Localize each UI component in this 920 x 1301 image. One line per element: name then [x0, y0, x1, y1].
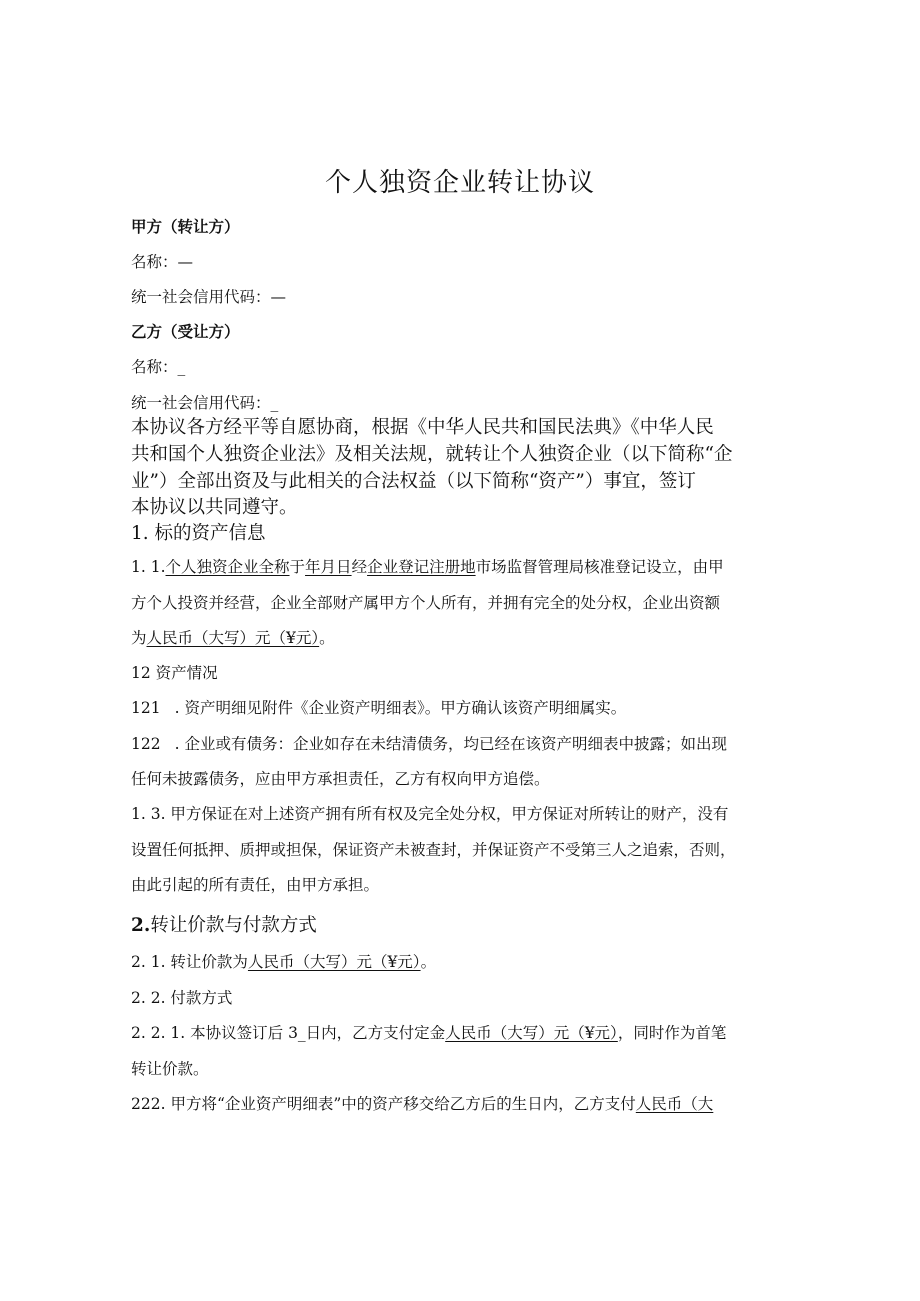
clause-1-3-line-1: 1. 3. 甲方保证在对上述资产拥有所有权及完全处分权，甲方保证对所转让的财产，没有: [131, 805, 729, 823]
date-field: 年月日: [305, 558, 352, 576]
party-b-name: 名称：_: [131, 358, 186, 376]
section-number: 2.: [131, 915, 151, 936]
clause-text: 市场监督管理局核准登记设立，由甲: [475, 558, 724, 576]
section-title: 转让价款与付款方式: [150, 915, 317, 936]
clause-1-1-line-2: 方个人投资并经营，企业全部财产属甲方个人所有，并拥有完全的处分权，企业出资额: [131, 594, 721, 612]
clause-number: 122: [131, 735, 161, 753]
clause-text: 2. 2. 1. 本协议签订后 3_日内，乙方支付定金: [131, 1024, 446, 1042]
preamble-line-2: 共和国个人独资企业法》及相关法规，就转让个人独资企业（以下简称“企: [131, 444, 733, 465]
clause-2-2-2-line-1: [131, 1093, 713, 1115]
preamble-line-3: 业”）全部出资及与此相关的合法权益（以下简称“资产”）事宜，签订: [131, 471, 696, 492]
party-a-name: 名称：—: [131, 253, 194, 271]
clause-1-2-2-line-1: [131, 733, 727, 755]
clause-1-1-line-3: [131, 627, 335, 649]
clause-text: 为: [131, 629, 147, 647]
clause-text: 。: [420, 953, 437, 971]
clause-text: . 企业或有债务：企业如存在未结清债务，均已经在该资产明细表中披露；如出现: [174, 735, 727, 753]
preamble-line-4: 本协议以共同遵守。: [131, 497, 298, 518]
clause-number: 121: [131, 699, 161, 717]
clause-2-2-1-line-1: [131, 1022, 726, 1044]
registration-place-field: 企业登记注册地: [367, 558, 476, 576]
clause-2-2: 2. 2. 付款方式: [131, 989, 233, 1007]
clause-1-1-line-1: [131, 556, 724, 578]
clause-text: 经: [351, 558, 368, 576]
enterprise-name-field: 个人独资企业全称: [165, 558, 290, 576]
clause-1-3-line-3: 由此引起的所有责任，由甲方承担。: [131, 876, 380, 894]
section-2-heading: [131, 913, 317, 939]
clause-1-2-1: [131, 697, 626, 719]
party-a-credit-code: 统一社会信用代码：—: [131, 288, 287, 306]
capital-amount-field: 人民币（大写）元（¥元）: [146, 629, 320, 647]
document-title: 个人独资企业转让协议: [324, 168, 595, 198]
clause-number: 1. 1.: [131, 558, 166, 576]
clause-1-3-line-2: 设置任何抵押、质押或担保，保证资产未被查封，并保证资产不受第三人之追索，否则，: [131, 841, 736, 859]
clause-text: 于: [289, 558, 306, 576]
clause-text: . 资产明细见附件《企业资产明细表》。甲方确认该资产明细属实。: [174, 699, 627, 717]
section-1-heading: 1. 标的资产信息: [131, 523, 266, 544]
clause-text: 。: [319, 629, 335, 647]
party-a-heading: 甲方（转让方）: [131, 217, 240, 236]
clause-text: ，同时作为首笔: [617, 1024, 727, 1042]
clause-text: 222. 甲方将“企业资产明细表”中的资产移交给乙方后的生日内，乙方支付: [131, 1095, 636, 1113]
clause-2-1: [131, 951, 436, 973]
party-b-credit-code: 统一社会信用代码：_: [131, 394, 279, 412]
payment-amount-field: 人民币（大: [635, 1095, 714, 1113]
preamble-line-1: 本协议各方经平等自愿协商，根据《中华人民共和国民法典》《中华人民: [131, 417, 714, 438]
clause-1-2-2-line-2: 任何未披露债务，应由甲方承担责任，乙方有权向甲方追偿。: [131, 770, 550, 788]
clause-1-2: 12 资产情况: [131, 664, 218, 682]
party-b-heading: 乙方（受让方）: [131, 322, 240, 341]
price-amount-field: 人民币（大写）元（¥元）: [247, 953, 421, 971]
clause-2-2-1-line-2: 转让价款。: [131, 1060, 209, 1078]
deposit-amount-field: 人民币（大写）元（¥元）: [445, 1024, 618, 1042]
clause-text: 2. 1. 转让价款为: [131, 953, 248, 971]
